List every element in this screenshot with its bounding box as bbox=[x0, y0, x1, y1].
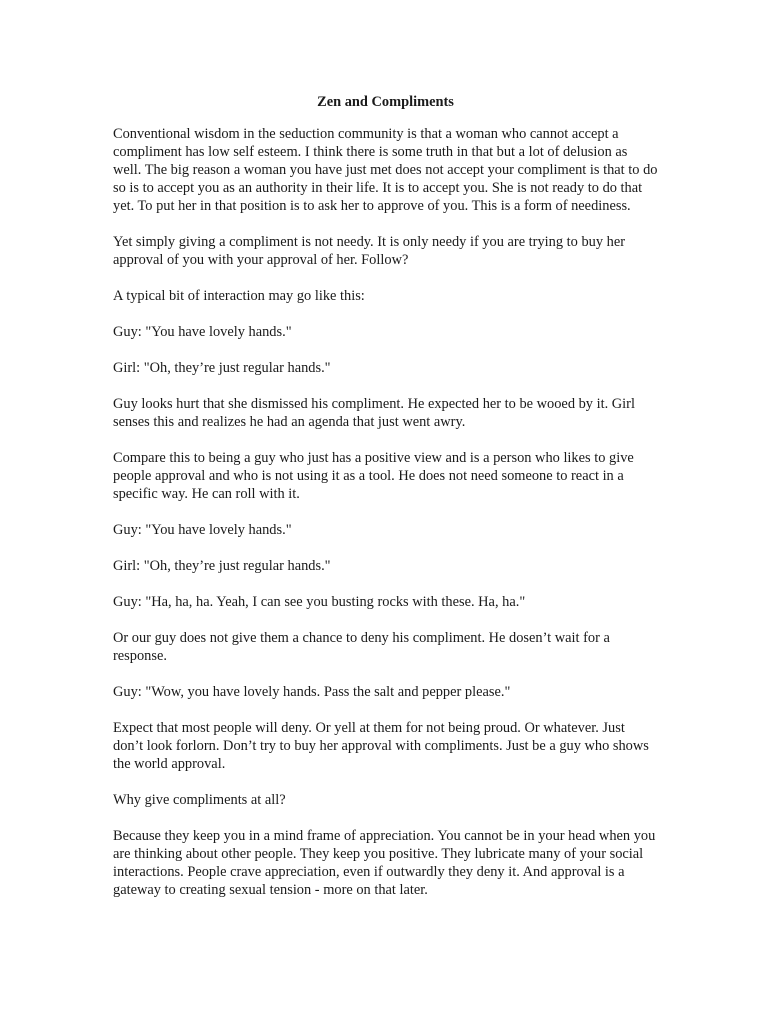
document-title: Zen and Compliments bbox=[317, 94, 454, 110]
paragraph: Or our guy does not give them a chance to deny his compliment. He dosen’t wait for a response. bbox=[113, 630, 610, 664]
dialogue-line: Guy: "You have lovely hands." bbox=[113, 522, 292, 538]
paragraph: Guy looks hurt that she dismissed his compliment. He expected her to be wooed by it. Girl senses this and realizes he had an agenda that just went awry. bbox=[113, 396, 635, 430]
paragraph: Because they keep you in a mind frame of appreciation. You cannot be in your head when you are thinking about other people. They keep you positive. They lubricate many of your social interactions. People crave appreciation, even if outwardly they deny it. And approval is a gateway to creating sexual tension - more on that later. bbox=[113, 828, 656, 898]
paragraph: Compare this to being a guy who just has a positive view and is a person who likes to give people approval and who is not using it as a tool. He does not need someone to react in a specific way. He can roll with it. bbox=[113, 450, 634, 502]
dialogue-line: Girl: "Oh, they’re just regular hands." bbox=[113, 558, 331, 574]
document-page bbox=[113, 93, 658, 917]
dialogue-line: Girl: "Oh, they’re just regular hands." bbox=[113, 360, 331, 376]
paragraph: Yet simply giving a compliment is not needy. It is only needy if you are trying to buy her approval of you with your approval of her. Follow? bbox=[113, 234, 625, 268]
paragraph: Expect that most people will deny. Or yell at them for not being proud. Or whatever. Just don’t look forlorn. Don’t try to buy her approval with compliments. Just be a guy who shows the world approval. bbox=[113, 720, 649, 772]
paragraph: A typical bit of interaction may go like this: bbox=[113, 288, 365, 304]
dialogue-line: Guy: "Ha, ha, ha. Yeah, I can see you busting rocks with these. Ha, ha." bbox=[113, 594, 526, 610]
dialogue-line: Guy: "You have lovely hands." bbox=[113, 324, 292, 340]
paragraph: Why give compliments at all? bbox=[113, 792, 286, 808]
paragraph: Conventional wisdom in the seduction community is that a woman who cannot accept a compliment has low self esteem. I think there is some truth in that but a lot of delusion as well. The big reason a woman you have just met does not accept your compliment is that to do so is to accept you as an authority in their life. It is to accept you. She is not ready to do that yet. To put her in that position is to ask her to approve of you. This is a form of neediness. bbox=[113, 126, 658, 214]
dialogue-line: Guy: "Wow, you have lovely hands. Pass the salt and pepper please." bbox=[113, 684, 511, 700]
